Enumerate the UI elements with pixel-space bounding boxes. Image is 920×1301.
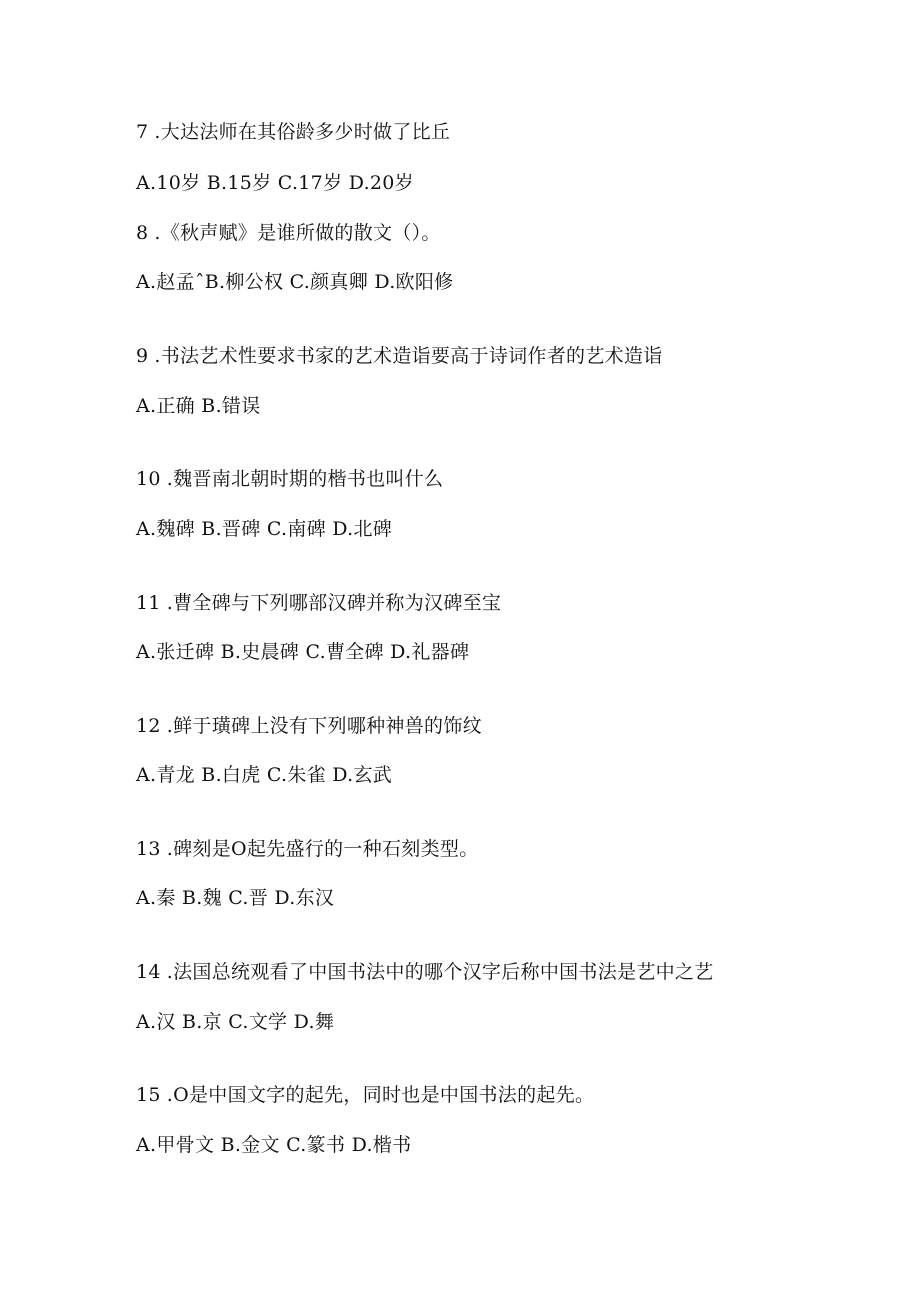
- question-13: [136, 837, 479, 861]
- question-9-options: A.正确 B.错误: [136, 395, 261, 417]
- question-text: .鲜于璜碑上没有下列哪种神兽的饰纹: [166, 715, 482, 737]
- question-7: [136, 120, 450, 144]
- question-10: [136, 467, 443, 491]
- question-text: .碑刻是O起先盛行的一种石刻类型。: [166, 838, 479, 860]
- question-number: 9: [136, 345, 149, 367]
- question-number: 11: [136, 592, 161, 614]
- question-13-options: A.秦 B.魏 C.晋 D.东汉: [136, 887, 335, 909]
- question-9: [136, 344, 663, 368]
- question-14: [136, 960, 714, 984]
- question-number: 7: [136, 121, 149, 143]
- question-7-options: A.10岁 B.15岁 C.17岁 D.20岁: [136, 172, 414, 194]
- question-15: [136, 1083, 594, 1107]
- question-number: 10: [136, 468, 161, 490]
- question-10-options: A.魏碑 B.晋碑 C.南碑 D.北碑: [136, 518, 393, 540]
- question-12: [136, 714, 482, 738]
- question-8: [136, 221, 441, 245]
- question-number: 14: [136, 961, 161, 983]
- question-number: 12: [136, 715, 161, 737]
- question-text: .《秋声赋》是谁所做的散文（）。: [154, 222, 441, 244]
- question-11: [136, 591, 501, 615]
- question-15-options: A.甲骨文 B.金文 C.篆书 D.楷书: [136, 1134, 412, 1156]
- question-text: .书法艺术性要求书家的艺术造诣要高于诗词作者的艺术造诣: [154, 345, 663, 367]
- question-text: .法国总统观看了中国书法中的哪个汉字后称中国书法是艺中之艺: [166, 961, 714, 983]
- question-text: .曹全碑与下列哪部汉碑并称为汉碑至宝: [166, 592, 502, 614]
- question-text: .魏晋南北朝时期的楷书也叫什么: [166, 468, 444, 490]
- question-text: .大达法师在其俗龄多少时做了比丘: [154, 121, 451, 143]
- question-14-options: A.汉 B.京 C.文学 D.舞: [136, 1011, 335, 1033]
- question-number: 15: [136, 1084, 161, 1106]
- question-12-options: A.青龙 B.白虎 C.朱雀 D.玄武: [136, 764, 393, 786]
- question-11-options: A.张迁碑 B.史晨碑 C.曹全碑 D.礼器碑: [136, 641, 470, 663]
- question-number: 8: [136, 222, 149, 244]
- question-text: .O是中国文字的起先，同时也是中国书法的起先。: [166, 1084, 595, 1106]
- question-8-options: A.赵孟ˆB.柳公权 C.颜真卿 D.欧阳修: [136, 271, 454, 293]
- question-number: 13: [136, 838, 161, 860]
